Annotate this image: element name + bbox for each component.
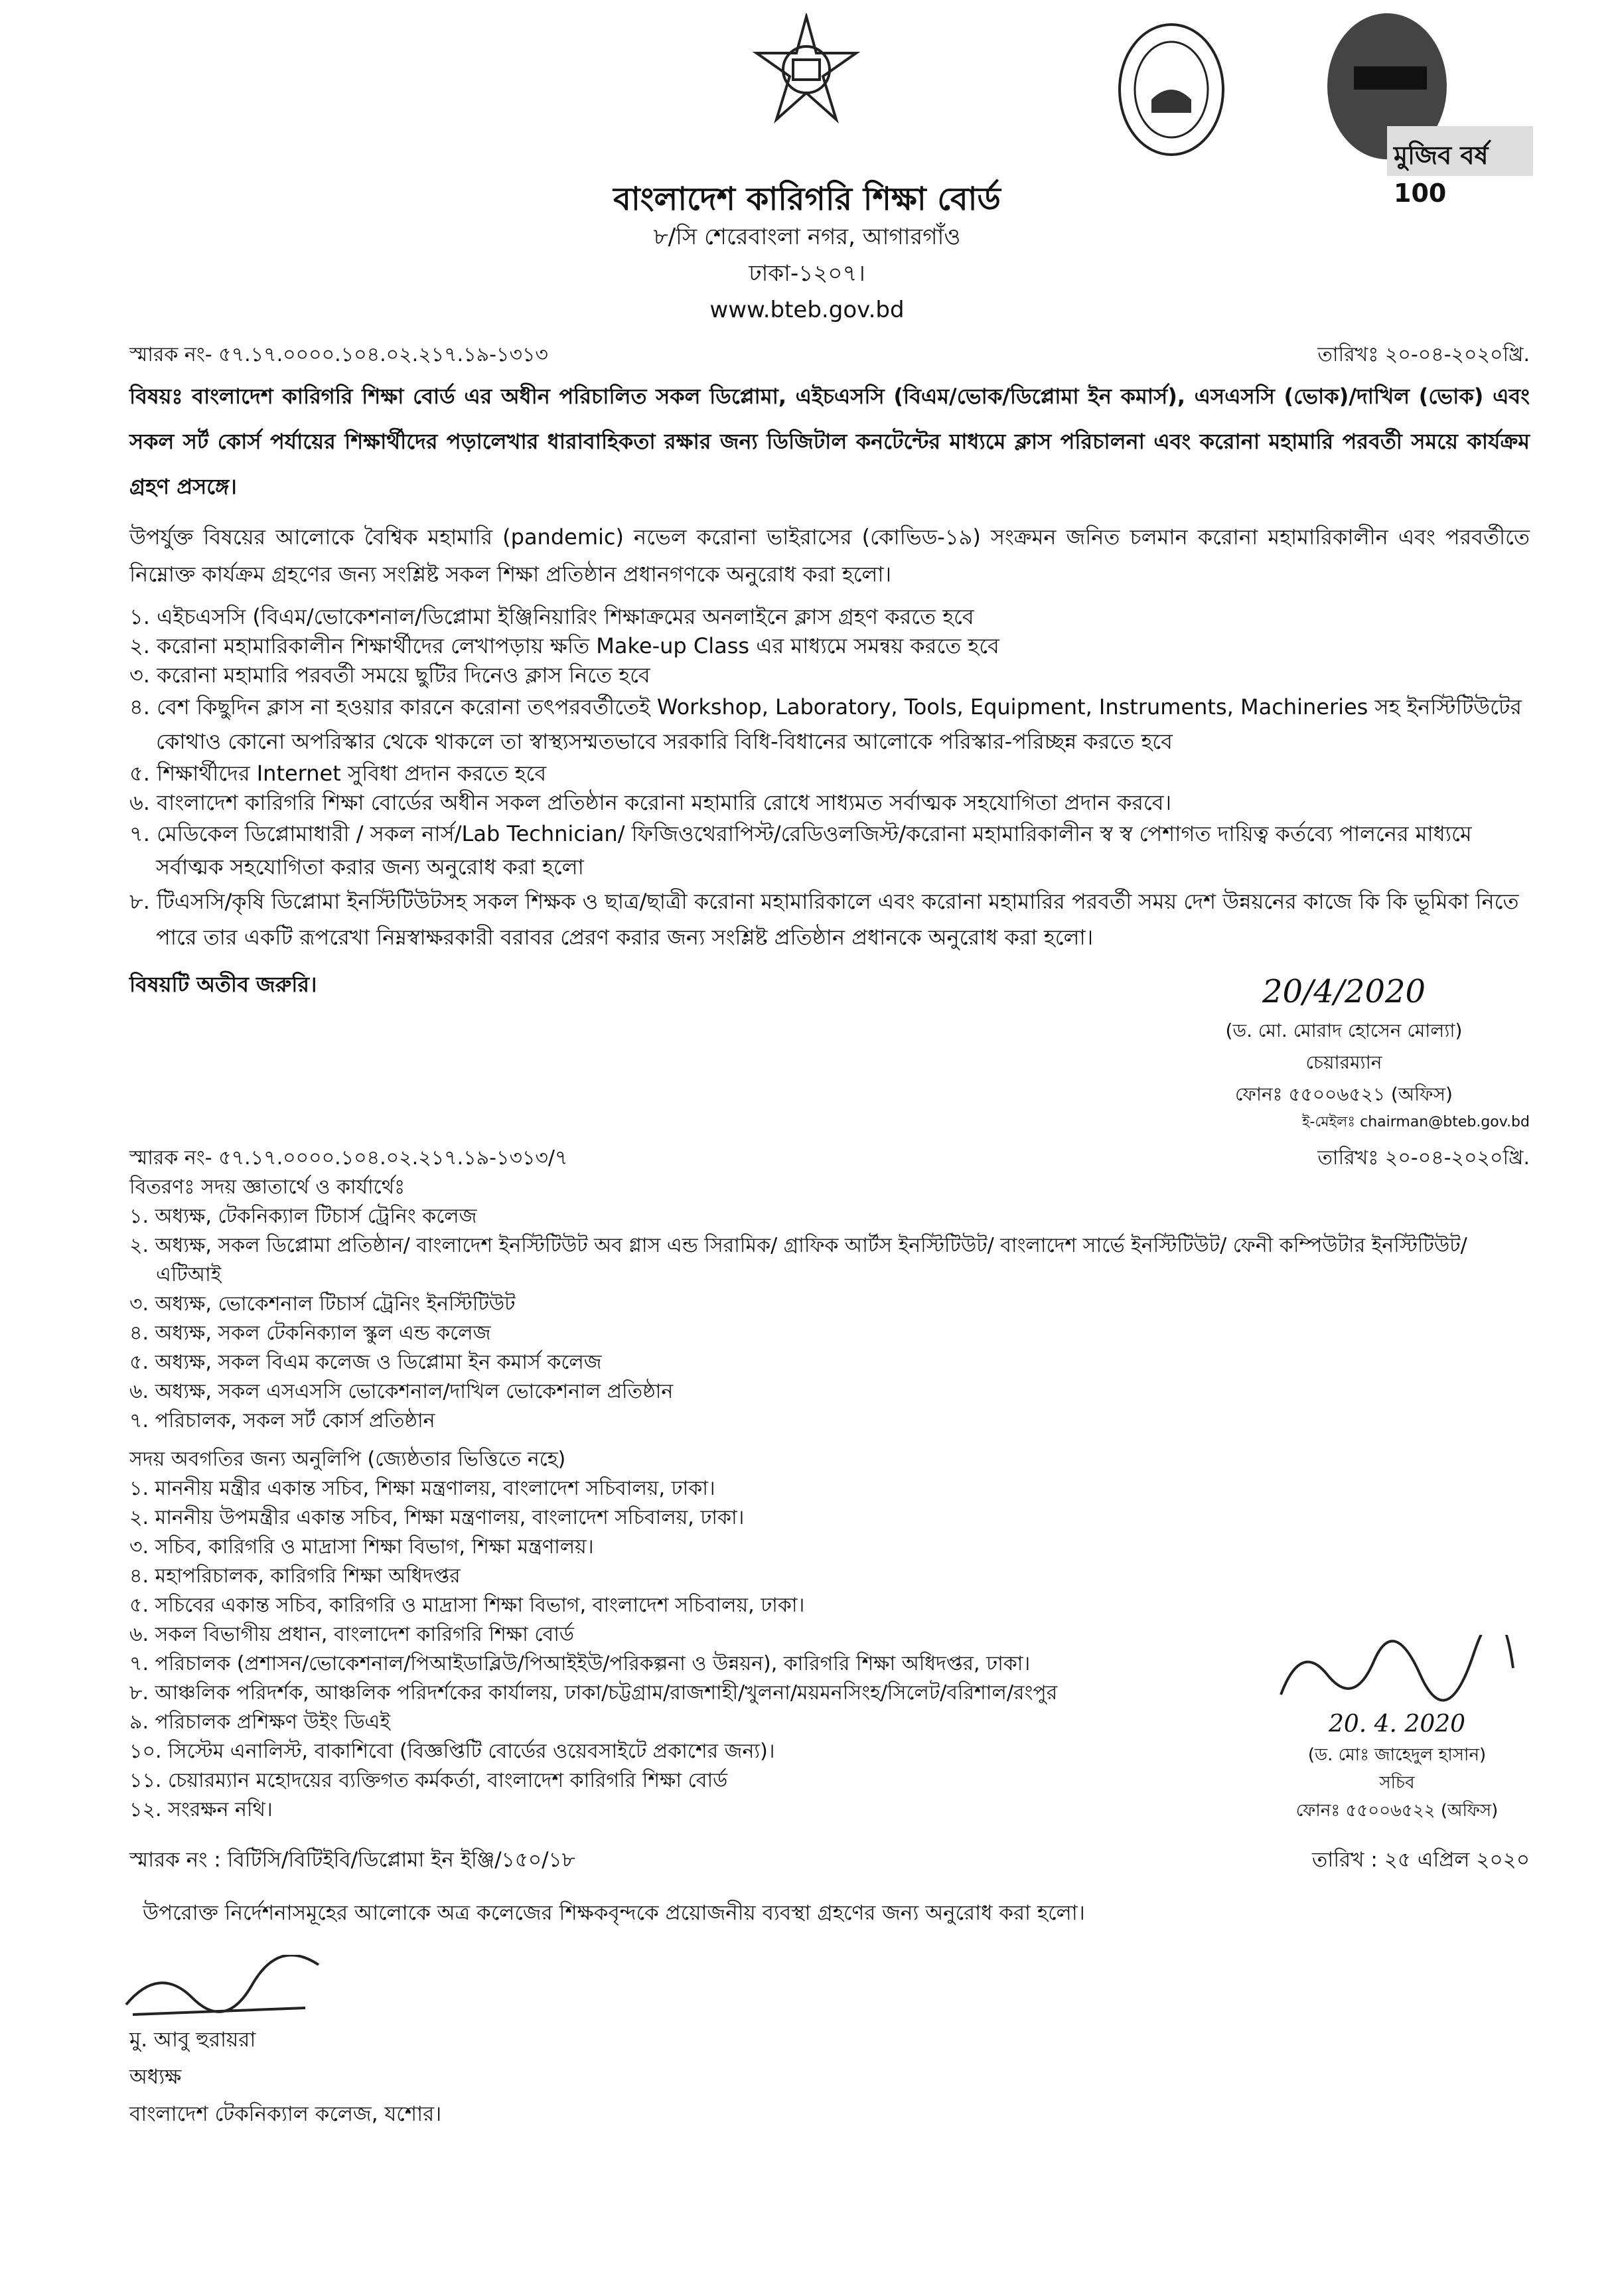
chairman-title: চেয়ারম্যান <box>1305 1051 1382 1073</box>
memo1-items <box>129 602 1530 955</box>
principal-title: অধ্যক্ষ <box>129 2065 182 2089</box>
copy-item: ৯. পরিচালক প্রশিক্ষণ উইং ডিএই <box>129 1711 390 1734</box>
copy-item: ৪. মহাপরিচালক, কারিগরি শিক্ষা অধিদপ্তর <box>129 1565 461 1588</box>
secretary-signature-scribble <box>1274 1635 1520 1708</box>
memo1-intro: উপর্যুক্ত বিষয়ের আলোকে বৈশ্বিক মহামারি (pandemic) নভেল করোনা ভাইরাসের (কোভিড-১৯) সংক্রমন জনিত চলমান করোনা মহামারিকালীন এবং পরবর্তীতে নিম্নোক্ত কার্যক্রম গ্রহণের জন্য সংশ্লিষ্ট সকল শিক্ষা প্রতিষ্ঠান প্রধানগণকে অনুরোধ করা হলো। <box>129 524 1530 587</box>
chairman-email: ই-মেইলঃ chairman@bteb.gov.bd <box>1302 1114 1530 1130</box>
org-address: ৮/সি শেরেবাংলা নগর, আগারগাঁও <box>653 224 961 250</box>
copy-item: ৭. পরিচালক (প্রশাসন/ভোকেশনাল/পিআইডাব্লিউ/পিআইইউ/পরিকল্পনা ও উন্নয়ন), কারিগরি শিক্ষা অধিদপ্তর, ঢাকা। <box>129 1652 1031 1675</box>
memo1-subject: বিষয়ঃ বাংলাদেশ কারিগরি শিক্ষা বোর্ড এর অধীন পরিচালিত সকল ডিপ্লোমা, এইচএসসি (বিএম/ভোক/ডিপ্লোমা ইন কমার্স), এসএসসি (ভোক)/দাখিল (ভোক) এবং সকল সর্ট কোর্স পর্যায়ের শিক্ষার্থীদের পড়ালেখার ধারাবাহিকতা রক্ষার জন্য ডিজিটাল কনটেন্টের মাধ্যমে ক্লাস পরিচালনা এবং করোনা মহামারি পরবর্তী সময়ে কার্যক্রম গ্রহণ প্রসঙ্গে। <box>129 384 1530 499</box>
distribution-item: ৬. অধ্যক্ষ, সকল এসএসসি ভোকেশনাল/দাখিল ভোকেশনাল প্রতিষ্ঠান <box>129 1380 674 1403</box>
org-website: www.bteb.gov.bd <box>709 297 905 323</box>
distribution-item: ১. অধ্যক্ষ, টেকনিক্যাল টিচার্স ট্রেনিং কলেজ <box>129 1205 477 1228</box>
memo3-ref: স্মারক নং : বিটিসি/বিটিইবি/ডিপ্লোমা ইন ইঞ্জি/১৫০/১৮ <box>129 1848 575 1872</box>
copy-item: ১২. সংরক্ষন নথি। <box>129 1798 273 1821</box>
copy-item: ৩. সচিব, কারিগরি ও মাদ্রাসা শিক্ষা বিভাগ, শিক্ষা মন্ত্রণালয়। <box>129 1535 594 1559</box>
chairman-name: (ড. মো. মোরাদ হোসেন মোল্যা) <box>1225 1020 1463 1041</box>
distribution-item: ৩. অধ্যক্ষ, ভোকেশনাল টিচার্স ট্রেনিং ইনস্টিটিউট <box>129 1292 516 1316</box>
secretary-title: সচিব <box>1379 1773 1415 1793</box>
secretary-signature-date: 20. 4. 2020 <box>1328 1711 1466 1738</box>
chairman-phone: ফোনঃ ৫৫০০৬৫২১ (অফিস) <box>1235 1083 1453 1105</box>
distribution-item: ৪. অধ্যক্ষ, সকল টেকনিক্যাল স্কুল এন্ড কলেজ <box>129 1322 491 1345</box>
secretary-name: (ড. মোঃ জাহেদুল হাসান) <box>1307 1745 1487 1765</box>
portrait-caption: মুজিব বর্ষ 100 <box>1394 141 1489 208</box>
memo1-item: ৪. বেশ কিছুদিন ক্লাস না হওয়ার কারনে করোনা তৎপরবর্তীতেই Workshop, Laboratory, Tools, Equipment, Instruments, Machineries সহ ইনস্টিটিউটের কোথাও কোনো অপরিস্কার থেকে থাকলে তা স্বাস্থ্যসম্মতভাবে সরকারি বিধি-বিধানের আলোকে পরিস্কার-পরিচ্ছন্ন করতে হবে <box>129 694 1522 754</box>
memo1-ref: স্মারক নং- ৫৭.১৭.০০০০.১০৪.০২.২১৭.১৯-১৩১৩ <box>129 343 548 366</box>
principal-name: মু. আবু হুরায়রা <box>129 2028 256 2052</box>
org-title: বাংলাদেশ কারিগরি শিক্ষা বোর্ড <box>613 181 1001 218</box>
copy-item: ১. মাননীয় মন্ত্রীর একান্ত সচিব, শিক্ষা মন্ত্রণালয়, বাংলাদেশ সচিবালয়, ঢাকা। <box>129 1477 715 1500</box>
memo1-item: ১. এইচএসসি (বিএম/ভোকেশনাল/ডিপ্লোমা ইঞ্জিনিয়ারিং শিক্ষাক্রমের অনলাইনে ক্লাস গ্রহণ করতে হবে <box>129 604 974 629</box>
memo1-date: তারিখঃ ২০-০৪-২০২০খ্রি. <box>1317 343 1530 366</box>
memo2-copies <box>129 1445 1238 1825</box>
memo1-item: ৭. মেডিকেল ডিপ্লোমাধারী / সকল নার্স/Lab Technician/ ফিজিওথেরাপিস্ট/রেডিওলজিস্ট/করোনা মহামারিকালীন স্ব স্ব পেশাগত দায়িত্ব কর্তব্যে পালনের মাধ্যমে সর্বাত্মক সহযোগিতা করার জন্য অনুরোধ করা হলো <box>129 821 1472 880</box>
copy-item: ৫. সচিবের একান্ত সচিব, কারিগরি ও মাদ্রাসা শিক্ষা বিভাগ, বাংলাদেশ সচিবালয়, ঢাকা। <box>129 1594 805 1617</box>
secretary-phone: ফোনঃ ৫৫০০৬৫২২ (অফিস) <box>1295 1801 1499 1821</box>
copy-item: ২. মাননীয় উপমন্ত্রীর একান্ত সচিব, শিক্ষা মন্ত্রণালয়, বাংলাদেশ সচিবালয়, ঢাকা। <box>129 1506 745 1529</box>
distribution-title: বিতরণঃ সদয় জ্ঞাতার্থে ও কার্যার্থেঃ <box>129 1176 405 1199</box>
distribution-item: ৫. অধ্যক্ষ, সকল বিএম কলেজ ও ডিপ্লোমা ইন কমার্স কলেজ <box>129 1351 602 1374</box>
memo1-item: ৮. টিএসসি/কৃষি ডিপ্লোমা ইনস্টিটিউটসহ সকল শিক্ষক ও ছাত্র/ছাত্রী করোনা মহামারিকালে এবং করোনা মহামারির পরবর্তী সময় দেশ উন্নয়নের কাজে কি কি ভূমিকা নিতে পারে তার একটি রূপরেখা নিম্নস্বাক্ষরকারী বরাবর প্রেরণ করার জন্য সংশ্লিষ্ট প্রতিষ্ঠান প্রধানকে অনুরোধ করা হলো। <box>129 889 1519 950</box>
principal-org: বাংলাদেশ টেকনিক্যাল কলেজ, যশোর। <box>129 2102 442 2126</box>
copy-item: ১০. সিস্টেম এনালিস্ট, বাকাশিবো (বিজ্ঞপ্তিটি বোর্ডের ওয়েবসাইটে প্রকাশের জন্য)। <box>129 1740 775 1763</box>
distribution-item: ২. অধ্যক্ষ, সকল ডিপ্লোমা প্রতিষ্ঠান/ বাংলাদেশ ইনস্টিটিউট অব গ্লাস এন্ড সিরামিক/ গ্রাফিক আর্টস ইনস্টিটিউট/ বাংলাদেশ সার্ভে ইনস্টিটিউট/ ফেনী কম্পিউটার ইনস্টিটিউট/ এটিআই <box>129 1234 1467 1286</box>
copy-title: সদয় অবগতির জন্য অনুলিপি (জ্যেষ্ঠতার ভিত্তিতে নহে) <box>129 1448 566 1471</box>
memo2-date: তারিখঃ ২০-০৪-২০২০খ্রি. <box>1317 1146 1530 1170</box>
memo1-urgent: বিষয়টি অতীব জরুরি। <box>129 972 317 997</box>
memo1-item: ৫. শিক্ষার্থীদের Internet সুবিধা প্রদান করতে হবে <box>129 761 547 786</box>
memo1-item: ৬. বাংলাদেশ কারিগরি শিক্ষা বোর্ডের অধীন সকল প্রতিষ্ঠান করোনা মহামারি রোধে সাধ্যমত সর্বাত্মক সহযোগিতা প্রদান করবে। <box>129 790 1172 815</box>
memo1-item: ৩. করোনা মহামারি পরবর্তী সময়ে ছুটির দিনেও ক্লাস নিতে হবে <box>129 662 650 688</box>
memo2-ref: স্মারক নং- ৫৭.১৭.০০০০.১০৪.০২.২১৭.১৯-১৩১৩/৭ <box>129 1146 568 1170</box>
copy-item: ১১. চেয়ারম্যান মহোদয়ের ব্যক্তিগত কর্মকর্তা, বাংলাদেশ কারিগরি শিক্ষা বোর্ড <box>129 1769 728 1792</box>
distribution-item: ৭. পরিচালক, সকল সর্ট কোর্স প্রতিষ্ঠান <box>129 1409 435 1432</box>
memo3-body: উপরোক্ত নির্দেশনাসমূহের আলোকে অত্র কলেজের শিক্ষকবৃন্দকে প্রয়োজনীয় ব্যবস্থা গ্রহণের জন্য অনুরোধ করা হলো। <box>143 1901 1085 1925</box>
memo2-distribution <box>129 1173 1530 1436</box>
copy-item: ৮. আঞ্চলিক পরিদর্শক, আঞ্চলিক পরিদর্শকের কার্যালয়, ঢাকা/চট্টগ্রাম/রাজশাহী/খুলনা/ময়মনসিংহ/সিলেট/বরিশাল/রংপুর <box>129 1681 1058 1705</box>
chairman-signature: 20/4/2020 <box>1262 973 1426 1010</box>
copy-item: ৬. সকল বিভাগীয় প্রধান, বাংলাদেশ কারিগরি শিক্ষা বোর্ড <box>129 1623 574 1646</box>
principal-signature-scribble <box>119 1955 332 2021</box>
memo1-item: ২. করোনা মহামারিকালীন শিক্ষার্থীদের লেখাপড়ায় ক্ষতি Make-up Class এর মাধ্যমে সমন্বয় করতে হবে <box>129 633 999 658</box>
org-city: ঢাকা-১২০৭। <box>749 260 865 287</box>
memo3-date: তারিখ : ২৫ এপ্রিল ২০২০ <box>1312 1848 1530 1872</box>
